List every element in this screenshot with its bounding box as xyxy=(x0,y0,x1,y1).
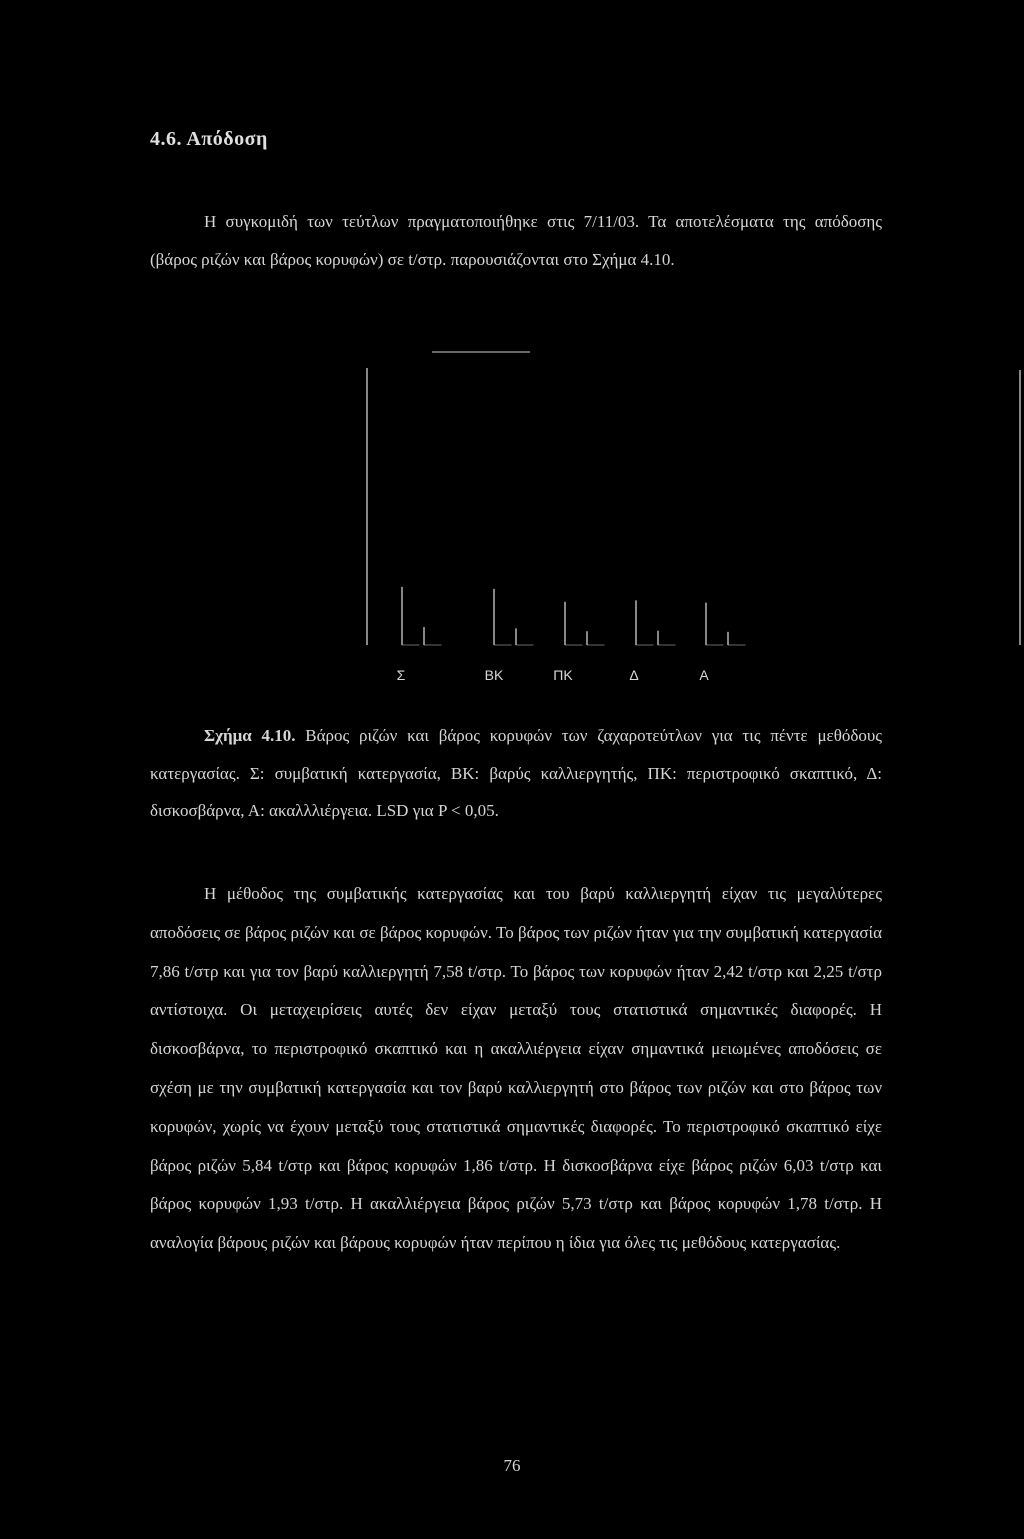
category-label-3: Δ xyxy=(629,667,639,683)
chart-category-labels xyxy=(397,667,710,683)
section-heading: 4.6. Απόδοση xyxy=(150,128,268,150)
figure-caption xyxy=(150,717,882,830)
category-label-0: Σ xyxy=(396,667,406,683)
category-label-2: ΠΚ xyxy=(553,667,573,683)
chart-bars xyxy=(402,587,746,645)
body-paragraph: Η μέθοδος της συμβατικής κατεργασίας και του βαρύ καλλιεργητή είχαν τις μεγαλύτερες αποδόσεις σε βάρος ριζών και σε βάρος κορυφών. Το βάρος των ριζών ήταν για την συμβατική κατεργασία 7,86 t/στρ και για τον βαρύ καλλιεργητή 7,58 t/στρ. Το βάρος των κορυφών ήταν 2,42 t/στρ και 2,25 t/στρ αντίστοιχα. Οι μεταχειρίσεις αυτές δεν είχαν μεταξύ τους στατιστικά σημαντικές διαφορές. Η δισκοσβάρνα, το περιστροφικό σκαπτικό και η ακαλλιέργεια είχαν σημαντικά μειωμένες αποδόσεις σε σχέση με την συμβατική κατεργασία και τον βαρύ καλλιεργητή στο βάρος των ριζών και στο βάρος των κορυφών, χωρίς να έχουν μεταξύ τους στατιστικά σημαντικές διαφορές. Το περιστροφικό σκαπτικό είχε βάρος ριζών 5,84 t/στρ και βάρος κορυφών 1,86 t/στρ. Η δισκοσβάρνα είχε βάρος ριζών 6,03 t/στρ και βάρος κορυφών 1,93 t/στρ. Η ακαλλιέργεια βάρος ριζών 5,73 t/στρ και βάρος κορυφών 1,78 t/στρ. Η αναλογία βάρους ριζών και βάρους κορυφών ήταν περίπου η ίδια για όλες τις μεθόδους κατεργασίας. xyxy=(150,884,882,1253)
caption-label: Σχήμα 4.10. xyxy=(204,726,296,745)
page-number: 76 xyxy=(503,1456,521,1475)
chart-frame xyxy=(367,352,1020,645)
category-label-4: Α xyxy=(699,667,709,683)
yield-chart xyxy=(0,340,1024,700)
intro-paragraph: Η συγκομιδή των τεύτλων πραγματοποιήθηκε στις 7/11/03. Τα αποτελέσματα της απόδοσης (βάρος ριζών και βάρος κορυφών) σε t/στρ. παρουσιάζονται στο Σχήμα 4.10. xyxy=(150,212,882,269)
caption-text: Βάρος ριζών και βάρος κορυφών των ζαχαροτεύτλων για τις πέντε μεθόδους κατεργασίας. Σ: συμβατική κατεργασία, ΒΚ: βαρύς καλλιεργητής, ΠΚ: περιστροφικό σκαπτικό, Δ: δισκοσβάρνα, Α: ακαλλλιέργεια. LSD για P < 0,05. xyxy=(150,726,882,820)
category-label-1: ΒΚ xyxy=(484,667,504,683)
